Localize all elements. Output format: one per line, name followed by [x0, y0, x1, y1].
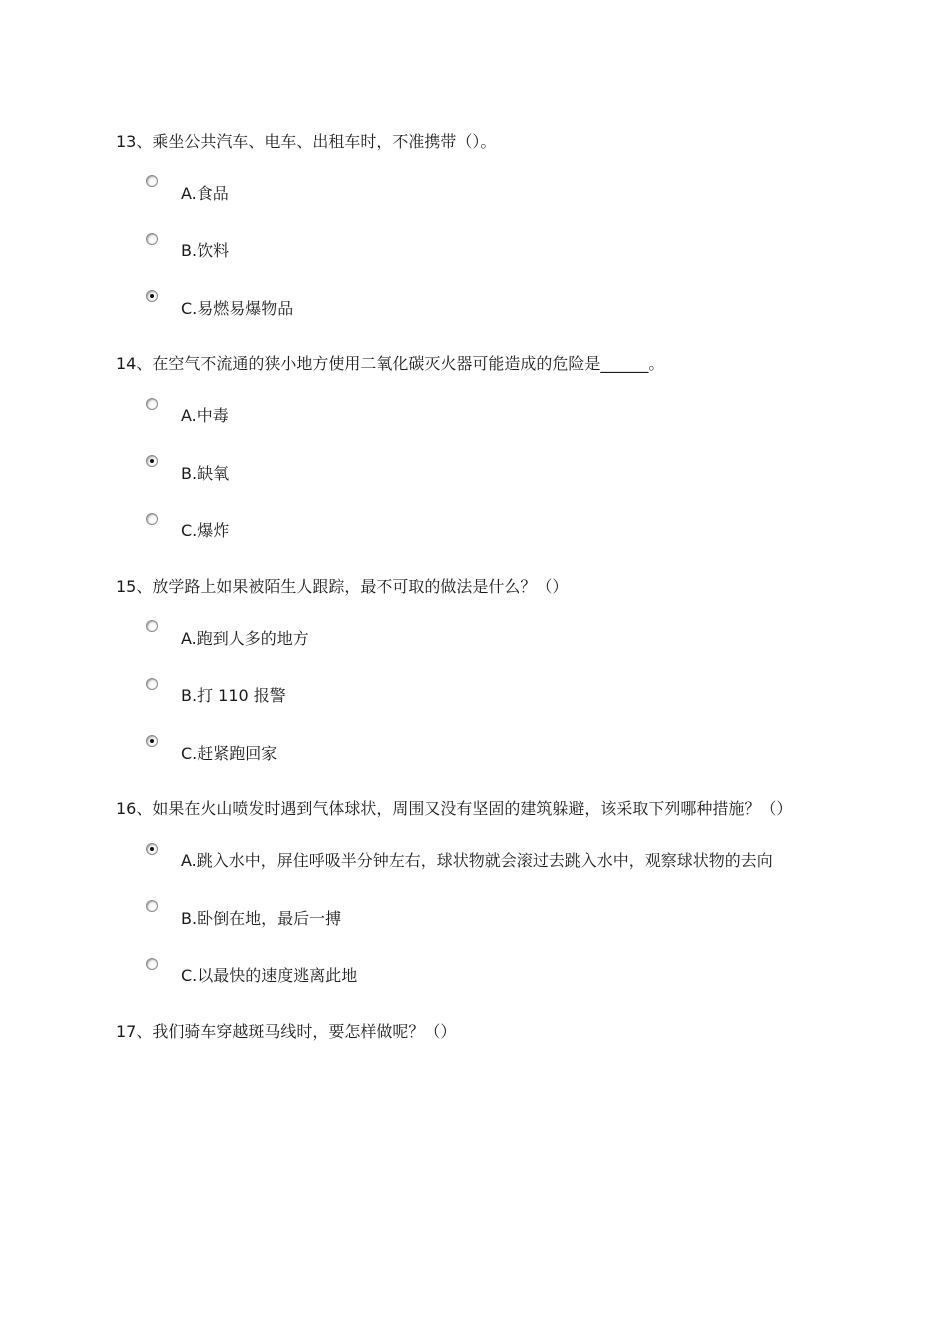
question-15-option-a-radio[interactable] — [146, 620, 158, 632]
question-16-option-b-radio[interactable] — [146, 900, 158, 912]
question-15-option-b-radio[interactable] — [146, 678, 158, 690]
question-14-text: 14、在空气不流通的狭小地方使用二氧化碳灭火器可能造成的危险是______。 — [116, 354, 665, 373]
question-13-option-c-label: C.易燃易爆物品 — [181, 299, 294, 318]
question-15-option-c-radio[interactable] — [146, 735, 158, 747]
question-13-option-b-label: B.饮料 — [181, 241, 230, 260]
question-16-option-c-radio[interactable] — [146, 958, 158, 970]
question-13-option-a-radio[interactable] — [146, 175, 158, 187]
question-16-option-a-label: A.跳入水中，屏住呼吸半分钟左右，球状物就会滚过去跳入水中，观察球状物的去向 — [181, 851, 773, 870]
question-16-text: 16、如果在火山喷发时遇到气体球状，周围又没有坚固的建筑躲避，该采取下列哪种措施？（） — [116, 799, 793, 818]
question-13-option-c-radio[interactable] — [146, 290, 158, 302]
question-15-option-c-label: C.赶紧跑回家 — [181, 744, 278, 763]
question-13-option-a-label: A.食品 — [181, 184, 229, 203]
question-14-option-c-radio[interactable] — [146, 513, 158, 525]
question-17-text: 17、我们骑车穿越斑马线时，要怎样做呢？（） — [116, 1022, 457, 1041]
question-15-option-a-label: A.跑到人多的地方 — [181, 629, 309, 648]
question-16-option-b-label: B.卧倒在地，最后一搏 — [181, 909, 342, 928]
question-15-option-b-label: B.打 110 报警 — [181, 686, 286, 705]
question-14-option-a-label: A.中毒 — [181, 406, 229, 425]
question-13-text: 13、乘坐公共汽车、电车、出租车时，不准携带（）。 — [116, 132, 497, 151]
question-16-option-c-label: C.以最快的速度逃离此地 — [181, 966, 358, 985]
question-15-text: 15、放学路上如果被陌生人跟踪，最不可取的做法是什么？（） — [116, 577, 569, 596]
question-14-option-a-radio[interactable] — [146, 398, 158, 410]
question-14-option-c-label: C.爆炸 — [181, 521, 230, 540]
question-13-option-b-radio[interactable] — [146, 233, 158, 245]
question-14-option-b-label: B.缺氧 — [181, 464, 230, 483]
question-16-option-a-radio[interactable] — [146, 843, 158, 855]
question-14-option-b-radio[interactable] — [146, 455, 158, 467]
